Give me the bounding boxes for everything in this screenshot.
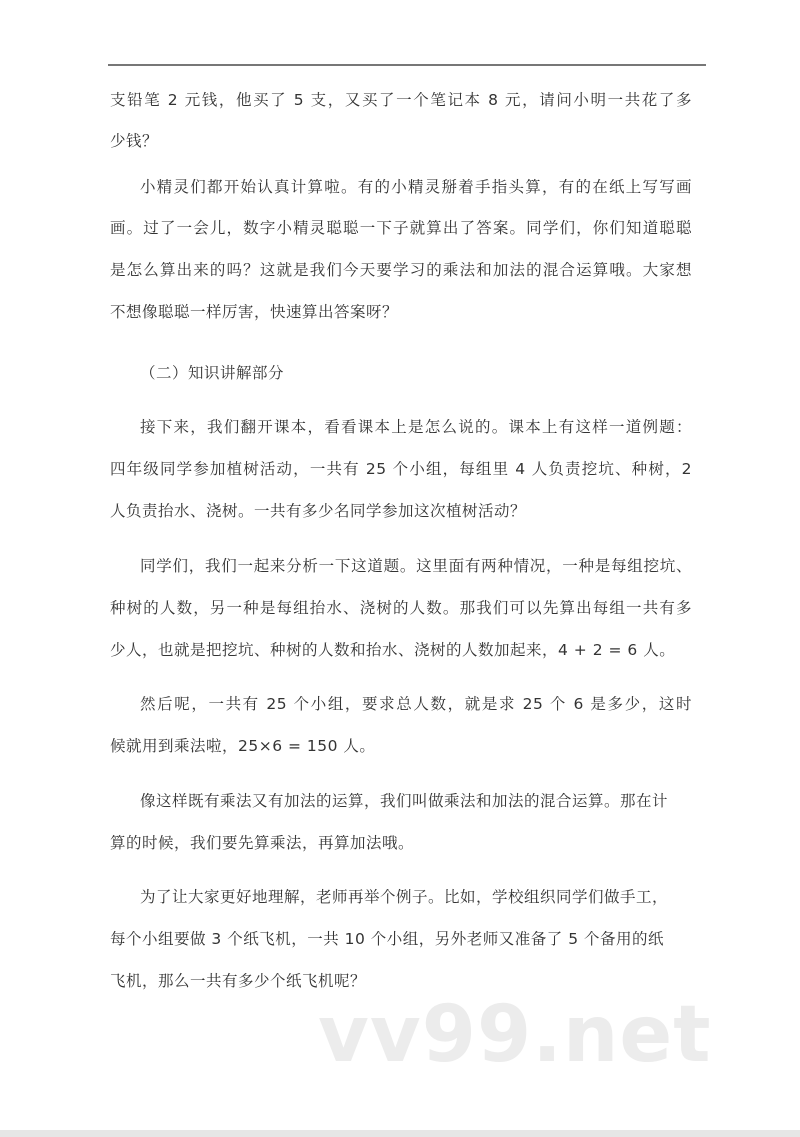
paragraph-line: 同学们，我们一起来分析一下这道题。这里面有两种情况，一种是每组挖坑、 — [140, 557, 692, 575]
header-rule — [108, 64, 706, 66]
paragraph-line: 少人，也就是把挖坑、种树的人数和抬水、浇树的人数加起来，4 + 2 = 6 人。 — [110, 641, 676, 659]
paragraph-line: 少钱？ — [110, 132, 159, 150]
paragraph-line: 四年级同学参加植树活动，一共有 25 个小组，每组里 4 人负责挖坑、种树，2 — [110, 460, 692, 478]
watermark: vv99.net — [318, 990, 712, 1080]
paragraph-line: 是怎么算出来的吗？这就是我们今天要学习的乘法和加法的混合运算哦。大家想 — [110, 261, 692, 279]
paragraph-line: 像这样既有乘法又有加法的运算，我们叫做乘法和加法的混合运算。那在计 — [140, 792, 669, 810]
paragraph-line: 不想像聪聪一样厉害，快速算出答案呀？ — [110, 303, 399, 321]
paragraph-line: 算的时候，我们要先算乘法，再算加法哦。 — [110, 834, 415, 852]
paragraph-line: 然后呢，一共有 25 个小组，要求总人数，就是求 25 个 6 是多少，这时 — [140, 695, 692, 713]
paragraph-line: 小精灵们都开始认真计算啦。有的小精灵掰着手指头算，有的在纸上写写画 — [140, 178, 692, 196]
paragraph-line: 接下来，我们翻开课本，看看课本上是怎么说的。课本上有这样一道例题： — [140, 418, 692, 436]
paragraph-line: 画。过了一会儿，数字小精灵聪聪一下子就算出了答案。同学们，你们知道聪聪 — [110, 219, 692, 237]
paragraph-line: 候就用到乘法啦，25×6 = 150 人。 — [110, 737, 376, 755]
paragraph-line: 支铅笔 2 元钱，他买了 5 支，又买了一个笔记本 8 元，请问小明一共花了多 — [110, 91, 692, 109]
section-heading: （二）知识讲解部分 — [140, 364, 285, 382]
paragraph-line: 种树的人数，另一种是每组抬水、浇树的人数。那我们可以先算出每组一共有多 — [110, 599, 692, 617]
paragraph-line: 为了让大家更好地理解，老师再举个例子。比如，学校组织同学们做手工， — [140, 888, 669, 906]
page-bottom-edge — [0, 1130, 800, 1137]
paragraph-line: 人负责抬水、浇树。一共有多少名同学参加这次植树活动？ — [110, 502, 527, 520]
paragraph-line: 每个小组要做 3 个纸飞机，一共 10 个小组，另外老师又准备了 5 个备用的纸 — [110, 930, 665, 948]
paragraph-line: 飞机，那么一共有多少个纸飞机呢？ — [110, 972, 367, 990]
